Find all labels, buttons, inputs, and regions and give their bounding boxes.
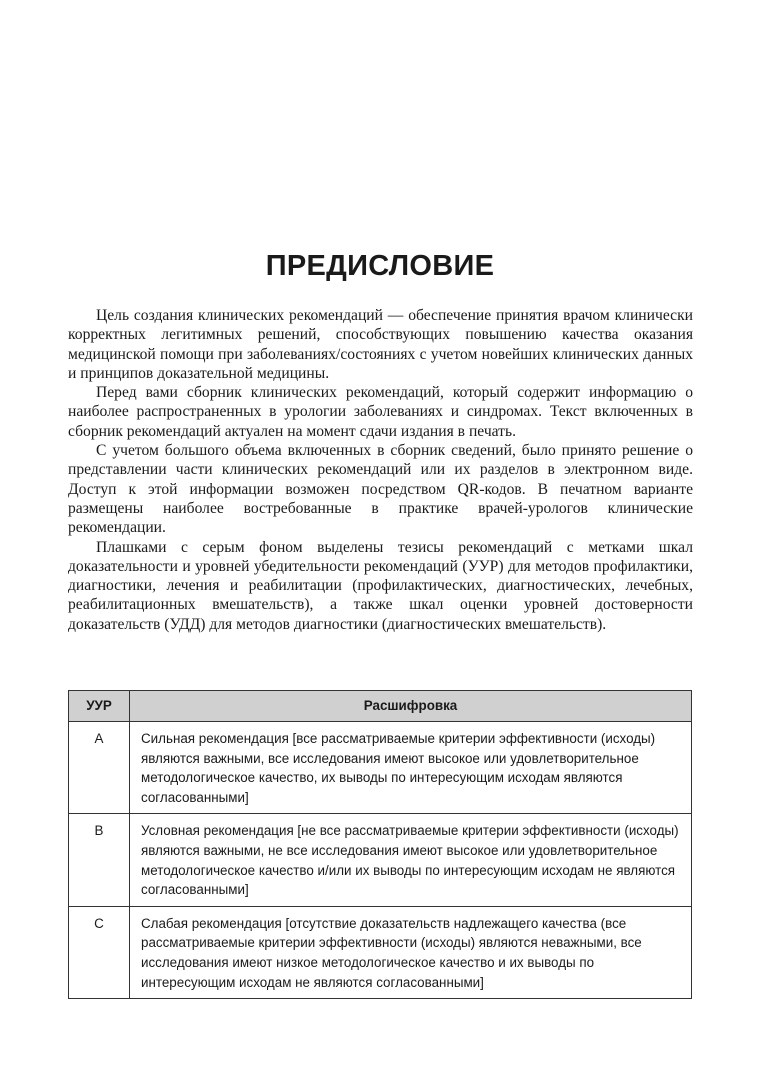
preface-text xyxy=(68,306,693,634)
table-row xyxy=(69,906,692,998)
table-row xyxy=(69,814,692,906)
page-title: ПРЕДИСЛОВИЕ xyxy=(265,250,495,282)
row-description: Условная рекомендация [не все рассматриваемые критерии эффективности (исходы) являются важными, не все исследования имеют высокое или удовлетворительное методологическое качество и/или их выводы по интересующим исходам не являются согласованными] xyxy=(130,814,692,906)
paragraph-4: Плашками с серым фоном выделены тезисы рекомендаций с метками шкал доказательности и уровней убедительности рекомендаций (УУР) для методов профилактики, диагностики, лечения и реабилитации (профилактических, диагностических, лечебных, реабилитационных вмешательств), а также шкал оценки уровней достоверности доказательств (УДД) для методов диагностики (диагностических вмешательств). xyxy=(68,538,693,633)
row-code: A xyxy=(69,722,130,814)
paragraph-2: Перед вами сборник клинических рекомендаций, который содержит информацию о наиболее распространенных в урологии заболеваниях и синдромах. Текст включенных в сборник рекомендаций актуален на момент сдачи издания в печать. xyxy=(68,384,693,440)
row-code: B xyxy=(69,814,130,906)
header-code: УУР xyxy=(69,691,130,722)
table-row xyxy=(69,722,692,814)
table-header-row xyxy=(69,691,692,722)
row-description: Сильная рекомендация [все рассматриваемые критерии эффективности (исходы) являются важными, все исследования имеют высокое или удовлетворительное методологическое качество, их выводы по интересующим исходам являются согласованными] xyxy=(130,722,692,814)
header-description: Расшифровка xyxy=(130,691,692,722)
row-description: Слабая рекомендация [отсутствие доказательств надлежащего качества (все рассматриваемые критерии эффективности (исходы) являются неважными, все исследования имеют низкое методологическое качество и их выводы по интересующим исходам не являются согласованными] xyxy=(130,906,692,998)
paragraph-3: С учетом большого объема включенных в сборник сведений, было принято решение о представлении части клинических рекомендаций или их разделов в электронном виде. Доступ к этой информации возможен посредством QR-кодов. В печатном варианте размещены наиболее востребованные в практике врачей-урологов клинические рекомендации. xyxy=(68,442,693,537)
recommendation-levels-table xyxy=(68,690,692,999)
paragraph-1: Цель создания клинических рекомендаций — обеспечение принятия врачом клинически корректных легитимных решений, способствующих повышению качества оказания медицинской помощи при заболеваниях/состояниях с учетом новейших клинических данных и принципов доказательной медицины. xyxy=(68,307,693,382)
row-code: C xyxy=(69,906,130,998)
